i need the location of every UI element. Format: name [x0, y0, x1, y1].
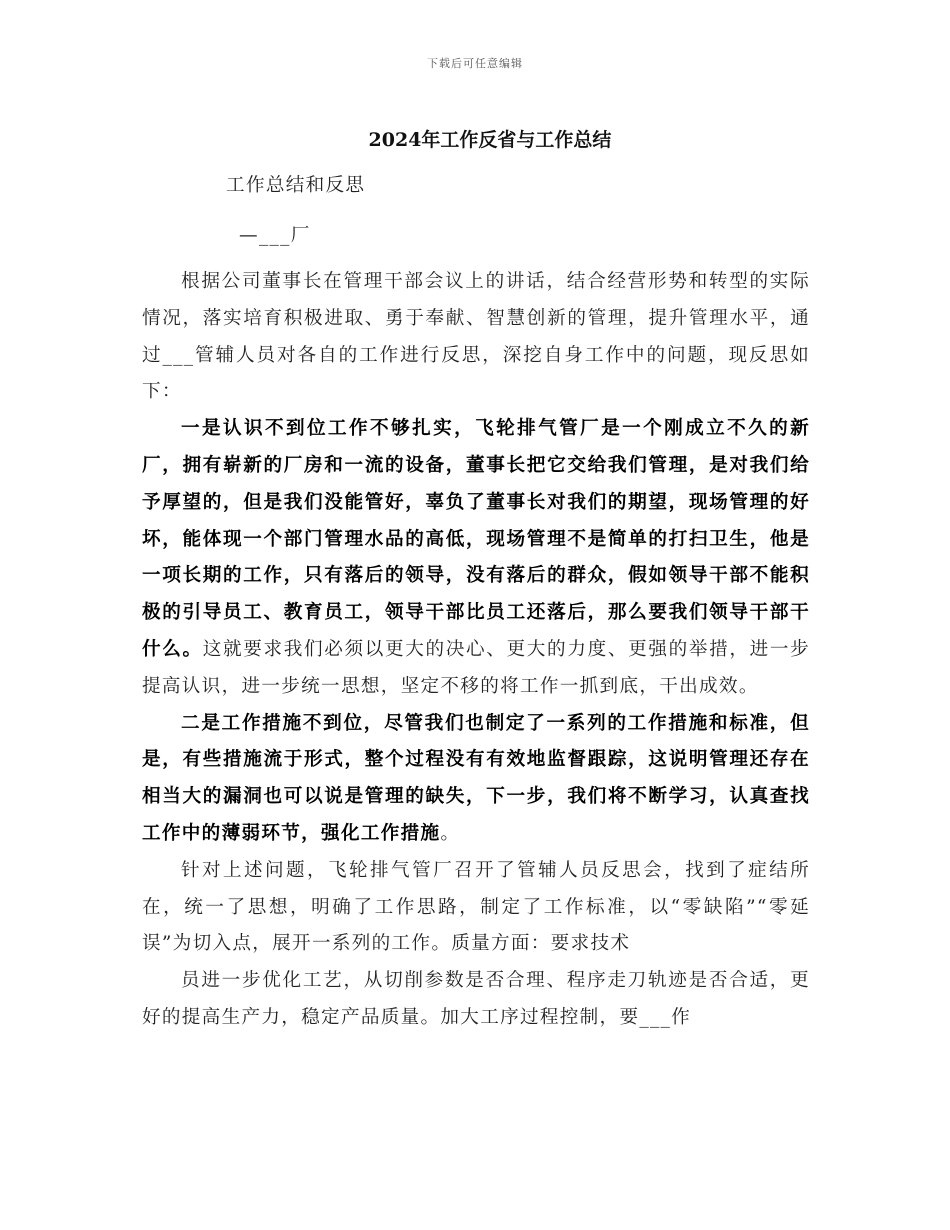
document-title: 2024年工作反省与工作总结	[368, 129, 612, 151]
paragraph-actions: 针对上述问题，飞轮排气管厂召开了管辅人员反思会，找到了症结所在，统一了思想，明确了工作思路，制定了工作标准，以“零缺陷”“零延误”为切入点，展开一系列的工作。质量方面：要求技术	[142, 859, 810, 955]
point-one-normal-text: 这就要求我们必须以更大的决心、更大的力度、更强的举措，进一步提高认识，进一步统一思想，坚定不移的将工作一抓到底，干出成效。	[142, 638, 810, 697]
paragraph-point-one	[142, 411, 810, 705]
point-two-bold-text: 二是工作措施不到位，尽管我们也制定了一系列的工作措施和标准，但是，有些措施流于形式，整个过程没有有效地监督跟踪，这说明管理还存在相当大的漏洞也可以说是管理的缺失，下一步，我们将不断学习，认真查找工作中的薄弱环节，强化工作措施	[142, 712, 810, 844]
document-subtitle: 工作总结和反思	[226, 175, 366, 196]
header-note: 下载后可任意编辑	[427, 57, 523, 70]
document-signoff: —___厂	[239, 225, 311, 246]
point-one-bold-text: 一是认识不到位工作不够扎实，飞轮排气管厂是一个刚成立不久的新厂，拥有崭新的厂房和一流的设备，董事长把它交给我们管理，是对我们给予厚望的，但是我们没能管好，辜负了董事长对我们的期望，现场管理的好坏，能体现一个部门管理水品的高低，现场管理不是简单的打扫卫生，他是一项长期的工作，只有落后的领导，没有落后的群众，假如领导干部不能积极的引导员工、教育员工，领导干部比员工还落后，那么要我们领导干部干什么。	[142, 418, 810, 660]
paragraph-intro: 根据公司董事长在管理干部会议上的讲话，结合经营形势和转型的实际情况，落实培育积极进取、勇于奉献、智慧创新的管理，提升管理水平，通过___管辅人员对各自的工作进行反思，深挖自身工作中的问题，现反思如下：	[142, 271, 810, 403]
document-body	[142, 168, 810, 1037]
paragraph-quality: 员进一步优化工艺，从切削参数是否合理、程序走刀轨迹是否合适，更好的提高生产力，稳定产品质量。加大工序过程控制，要___作	[142, 970, 810, 1028]
point-two-end-punct: 。	[440, 822, 461, 844]
paragraph-point-two	[142, 706, 810, 853]
